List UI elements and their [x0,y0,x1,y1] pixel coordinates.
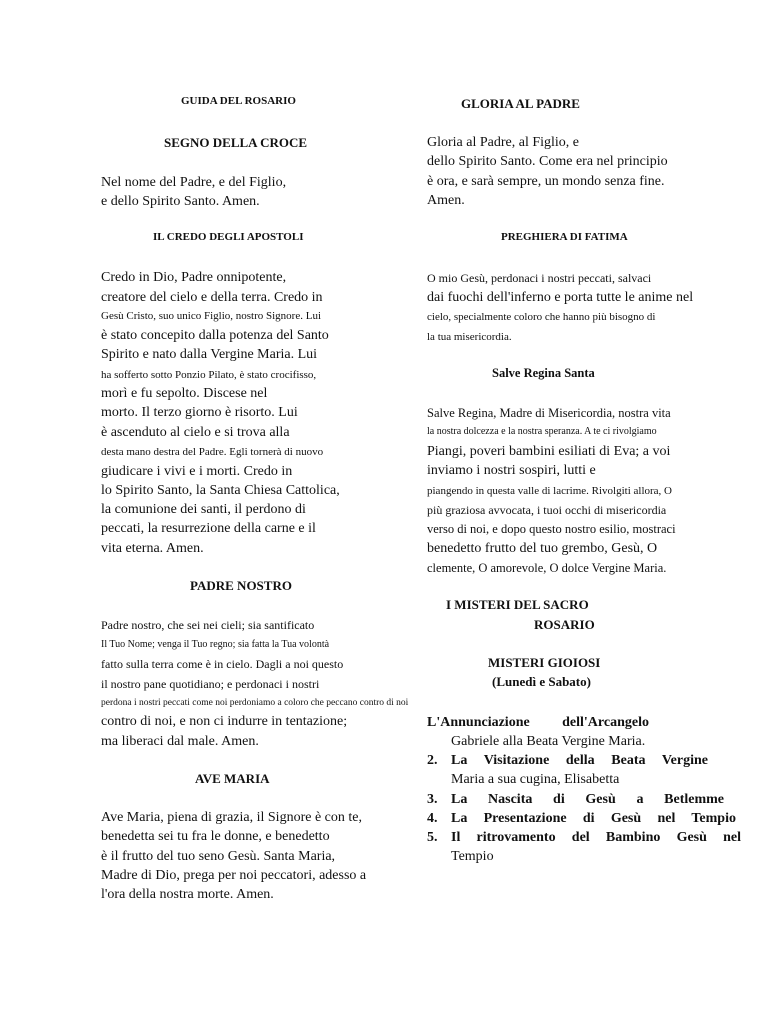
misteri-gioiosi-days: (Lunedì e Sabato) [492,674,591,689]
text-line: Ave Maria, piena di grazia, il Signore è con te, [101,810,362,825]
text-line: inviamo i nostri sospiri, lutti e [427,463,596,478]
mystery-number: 3. [427,792,438,807]
text-line: verso di noi, e dopo questo nostro esilio, mostraci [427,522,676,536]
mystery-title: La Presentazione di Gesù nel Tempio [451,811,736,826]
text-line: morto. Il terzo giorno è risorto. Lui [101,405,298,420]
text-line: vita eterna. Amen. [101,541,204,556]
text-line: Piangi, poveri bambini esiliati di Eva; a voi [427,444,671,459]
mystery-number: 5. [427,830,438,845]
text-line: Padre nostro, che sei nei cieli; sia santificato [101,618,315,632]
mystery-continuation: Maria a sua cugina, Elisabetta [451,772,620,787]
mystery-title: La Visitazione della Beata Vergine [451,753,708,768]
text-line: creatore del cielo e della terra. Credo in [101,290,323,305]
fatima-title: PREGHIERA DI FATIMA [501,231,628,243]
text-line: clemente, O amorevole, O dolce Vergine Maria. [427,561,667,575]
text-line: giudicare i vivi e i morti. Credo in [101,464,293,479]
misteri-title-line-2: ROSARIO [534,617,595,632]
mystery-number: 2. [427,753,438,768]
text-line: benedetto frutto del tuo grembo, Gesù, O [427,541,658,556]
text-line: Spirito e nato dalla Vergine Maria. Lui [101,347,318,362]
text-line: più graziosa avvocata, i tuoi occhi di misericordia [427,503,667,517]
text-line: la nostra dolcezza e la nostra speranza. A te ci rivolgiamo [427,426,657,437]
text-line: Gloria al Padre, al Figlio, e [427,135,580,150]
text-line: l'ora della nostra morte. Amen. [101,887,274,902]
text-line: la tua misericordia. [427,331,512,343]
text-line: Gesù Cristo, suo unico Figlio, nostro Signore. Lui [101,310,321,322]
mystery-title: L'Annunciazione dell'Arcangelo [427,715,649,730]
text-line: è stato concepito dalla potenza del Santo [101,328,329,343]
mystery-title: Il ritrovamento del Bambino Gesù nel [451,830,741,845]
text-line: lo Spirito Santo, la Santa Chiesa Cattolica, [101,483,340,498]
text-line: Credo in Dio, Padre onnipotente, [101,270,287,285]
text-line: è ora, e sarà sempre, un mondo senza fine. [427,174,665,189]
text-line: Il Tuo Nome; venga il Tuo regno; sia fatta la Tua volontà [101,639,330,650]
text-line: cielo, specialmente coloro che hanno più bisogno di [427,311,656,323]
text-line: Nel nome del Padre, e del Figlio, [101,175,287,190]
text-line: piangendo in questa valle di lacrime. Rivolgiti allora, O [427,485,672,497]
text-line: desta mano destra del Padre. Egli tornerà di nuovo [101,446,324,458]
credo-title: IL CREDO DEGLI APOSTOLI [153,231,304,243]
gloria-title: GLORIA AL PADRE [461,96,580,111]
text-line: ha sofferto sotto Ponzio Pilato, è stato crocifisso, [101,369,317,381]
misteri-gioiosi-title: MISTERI GIOIOSI [488,655,601,670]
padre-nostro-title: PADRE NOSTRO [190,578,292,593]
text-line: perdona i nostri peccati come noi perdoniamo a coloro che peccano contro di noi [101,698,409,708]
text-line: e dello Spirito Santo. Amen. [101,194,260,209]
mystery-continuation: Tempio [451,849,494,864]
text-line: Salve Regina, Madre di Misericordia, nostra vita [427,406,671,420]
text-line: O mio Gesù, perdonaci i nostri peccati, salvaci [427,271,652,285]
text-line: la comunione dei santi, il perdono di [101,502,306,517]
misteri-title: I MISTERI DEL SACRO [446,597,589,612]
text-line: è il frutto del tuo seno Gesù. Santa Maria, [101,849,336,864]
text-line: Amen. [427,193,465,208]
text-line: è ascenduto al cielo e si trova alla [101,425,290,440]
text-line: dai fuochi dell'inferno e porta tutte le anime nel [427,290,694,305]
guide-title: GUIDA DEL ROSARIO [181,95,296,107]
text-line: benedetta sei tu fra le donne, e benedetto [101,829,330,844]
text-line: peccati, la resurrezione della carne e il [101,521,316,536]
sign-of-cross-title: SEGNO DELLA CROCE [164,135,308,150]
mystery-number: 4. [427,811,438,826]
mystery-title: La Nascita di Gesù a Betlemme [451,792,724,807]
mystery-continuation: Gabriele alla Beata Vergine Maria. [451,734,646,749]
text-line: il nostro pane quotidiano; e perdonaci i nostri [101,677,320,691]
text-line: dello Spirito Santo. Come era nel principio [427,154,668,169]
salve-regina-title: Salve Regina Santa [492,366,595,380]
text-line: Madre di Dio, prega per noi peccatori, adesso a [101,868,367,883]
ave-maria-title: AVE MARIA [195,771,270,786]
text-line: contro di noi, e non ci indurre in tentazione; [101,714,348,729]
text-line: morì e fu sepolto. Discese nel [101,386,268,401]
text-line: fatto sulla terra come è in cielo. Dagli a noi questo [101,657,344,671]
text-line: ma liberaci dal male. Amen. [101,734,259,749]
